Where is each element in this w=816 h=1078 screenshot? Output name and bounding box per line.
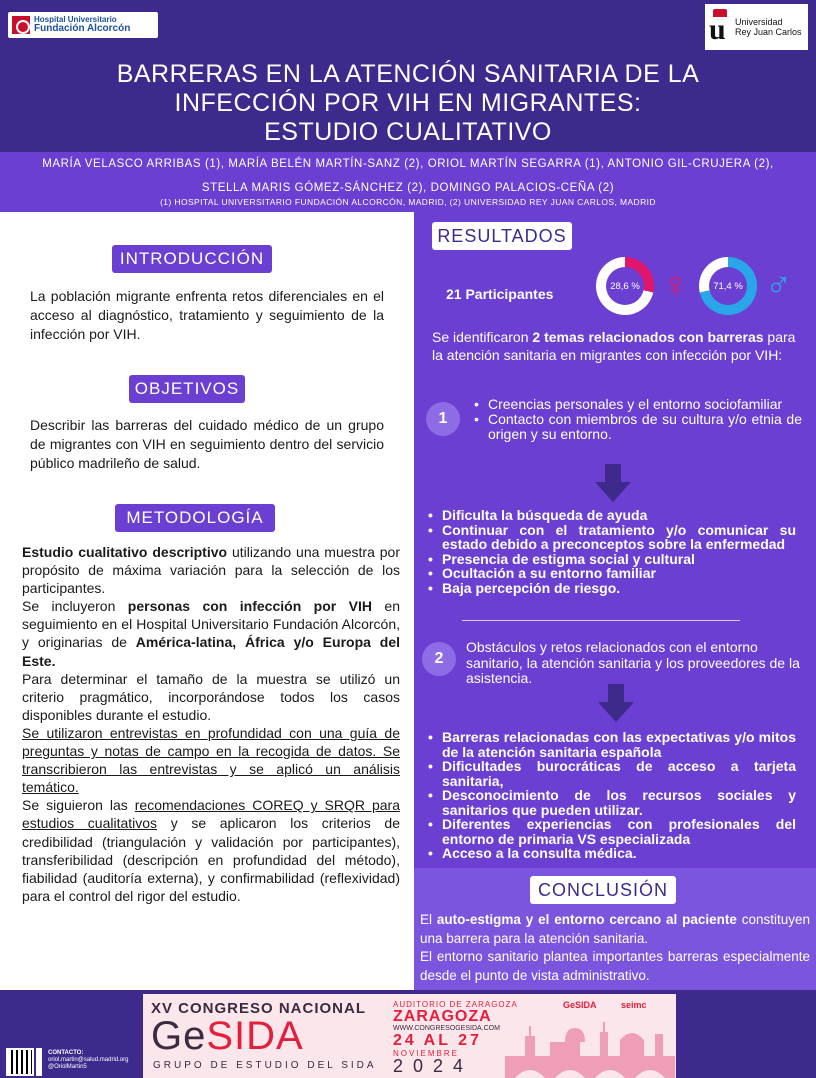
list-item: • Creencias personales y el entorno sociofamiliar (474, 397, 802, 412)
down-arrow-icon (598, 684, 634, 724)
contact-email: oriol.martin@salud.madrid.org (48, 1057, 129, 1063)
objetivos-heading: OBJETIVOS (129, 375, 245, 403)
banner-auditorio: AUDITORIO DE ZARAGOZA (393, 1000, 518, 1009)
theme-2-outcomes (428, 730, 796, 861)
title-line-3: ESTUDIO CUALITATIVO (264, 118, 552, 146)
theme-1-outcomes (428, 508, 796, 595)
participants-count: 21 Participantes (446, 286, 554, 302)
list-item: • Ocultación a su entorno familiar (428, 566, 796, 581)
theme-1-number: 1 (426, 402, 460, 436)
list-item: • Acceso a la consulta médica. (428, 846, 796, 861)
banner-year: 2024 (393, 1056, 474, 1076)
introduccion-heading: INTRODUCCIÓN (112, 245, 272, 273)
title-line-2: INFECCIÓN POR VIH EN MIGRANTES: (174, 89, 642, 117)
banner-subtitle: GRUPO DE ESTUDIO DEL SIDA (153, 1060, 377, 1071)
seimc-logo: seimc (621, 1000, 647, 1010)
list-item: • Dificulta la búsqueda de ayuda (428, 508, 796, 523)
qr-code-icon (6, 1048, 34, 1076)
section-divider (462, 620, 740, 621)
qr-tag (36, 1048, 42, 1076)
list-item: • Contacto con miembros de su cultura y/o etnia de origen y su entorno. (474, 412, 802, 442)
female-donut-chart (596, 257, 654, 315)
zaragoza-skyline-icon (505, 1018, 675, 1078)
list-item: • Barreras relacionadas con las expectativas y/o mitos de la atención sanitaria española (428, 730, 796, 759)
list-item: • Desconocimiento de los recursos sociales y sanitarios que pueden utilizar. (428, 788, 796, 817)
female-pct-label: 28,6 % (606, 267, 644, 305)
hospital-logo-line2: Fundación Alcorcón (34, 23, 131, 34)
hospital-logo (8, 12, 158, 38)
gesida-small-logo: GeSIDA (563, 1000, 597, 1010)
hospital-logo-line1: Hospital Universitario (34, 15, 117, 24)
list-item: • Dificultades burocráticas de acceso a tarjeta sanitaria, (428, 759, 796, 788)
congress-banner (143, 994, 676, 1078)
male-donut-chart (699, 257, 757, 315)
down-arrow-icon (595, 464, 631, 504)
authors-line-1: MARÍA VELASCO ARRIBAS (1), MARÍA BELÉN MARTÍN-SANZ (2), ORIOL MARTÍN SEGARRA (1), ANTONIO GIL-CRUJERA (2), (42, 158, 774, 170)
authors-line-2: STELLA MARIS GÓMEZ-SÁNCHEZ (2), DOMINGO PALACIOS-CEÑA (2) (201, 182, 615, 194)
list-item: • Diferentes experiencias con profesionales del entorno de primaria VS especializada (428, 817, 796, 846)
contact-handle: @OriolMartin5 (48, 1064, 87, 1070)
list-item: • Presencia de estigma social y cultural (428, 552, 796, 567)
banner-web: WWW.CONGRESOGESIDA.COM (393, 1025, 500, 1032)
introduccion-text: La población migrante enfrenta retos diferenciales en el acceso al diagnóstico, tratamiento y seguimiento de la infección por VIH. (30, 288, 384, 342)
objetivos-text: Describir las barreras del cuidado médico de un grupo de migrantes con VIH en seguimiento dentro del servicio público madrileño de salud. (30, 417, 384, 471)
male-symbol-icon: ♂ (765, 264, 792, 305)
banner-month: NOVIEMBRE (393, 1049, 460, 1058)
contact-info (48, 1050, 128, 1071)
male-pct-label: 71,4 % (709, 267, 747, 305)
contact-heading: CONTACTO: (48, 1050, 84, 1056)
metodologia-text: Estudio cualitativo descriptivo utilizando una muestra por propósito de máxima variación para la selección de los participantes. Se incluyeron personas con infección por VIH en seguimiento en el Hospital Universitario Fundación Alcorcón, y originarias de América-latina, África y/o Europa del Este. Para determinar el tamaño de la muestra se utilizó un criterio pragmático, incorporándose todos los casos disponibles durante el estudio. Se utilizaron entrevistas en profundidad con una guía de preguntas y notas de campo en la recogida de datos. Se transcribieron las entrevistas y se aplicó un análisis temático. Se siguieron las recomendaciones COREQ y SRQR para estudios cualitativos y se aplicaron los criterios de credibilidad (triangulación y validación por participantes), transferibilidad (descripción en profundidad del método), fiabilidad (auditoría externa), y confirmabilidad (reflexividad) para el control del rigor del estudio. (22, 544, 401, 904)
banner-gesida-logo: GeSIDA (151, 1014, 304, 1058)
banner-congreso: XV CONGRESO NACIONAL (151, 1000, 367, 1017)
conclusion-text: El auto-estigma y el entorno cercano al paciente constituyen una barrera para la atención sanitaria. El entorno sanitario plantea importantes barreras especialmente desde el punto de vista administrativo. (420, 912, 810, 983)
banner-city: ZARAGOZA (393, 1008, 492, 1025)
poster-title (60, 60, 756, 147)
hospital-logo-icon (12, 16, 30, 34)
affiliations: (1) HOSPITAL UNIVERSITARIO FUNDACIÓN ALCORCÓN, MADRID, (2) UNIVERSIDAD REY JUAN CARLOS, MADRID (160, 197, 656, 207)
university-crest-icon: u (709, 9, 731, 45)
banner-dates: 24 AL 27 (393, 1032, 482, 1049)
conclusion-heading: CONCLUSIÓN (530, 876, 676, 904)
theme-2-number: 2 (422, 642, 456, 676)
female-symbol-icon: ♀ (662, 264, 689, 305)
title-line-1: BARRERAS EN LA ATENCIÓN SANITARIA DE LA (116, 60, 700, 88)
theme-2-text: Obstáculos y retos relacionados con el entorno sanitario, la atención sanitaria y los proveedores de la asistencia. (466, 639, 800, 686)
university-logo (705, 4, 808, 50)
university-logo-line1: Universidad (735, 16, 783, 27)
list-item: • Continuar con el tratamiento y/o comunicar su estado debido a preconceptos sobre la enfermedad (428, 523, 796, 552)
resultados-intro: Se identificaron 2 temas relacionados con barreras para la atención sanitaria en migrantes con infección por VIH: (432, 329, 796, 363)
authors (20, 152, 796, 200)
university-logo-line2: Rey Juan Carlos (735, 27, 802, 37)
list-item: • Baja percepción de riesgo. (428, 581, 796, 596)
theme-1-bullets (474, 397, 802, 442)
metodologia-heading: METODOLOGÍA (115, 504, 275, 532)
resultados-heading: RESULTADOS (432, 222, 572, 250)
